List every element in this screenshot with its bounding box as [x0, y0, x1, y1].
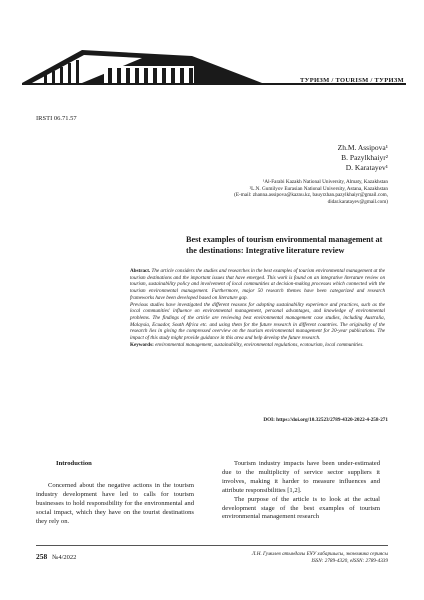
affiliation-line: (E-mail: zhanna.assipova@kaznu.kz, bauyrzhan.pazylkhaiyr@gmail.com,: [234, 192, 388, 198]
affiliation-line: ¹Al-Farabi Kazakh National University, Almaty, Kazakhstan: [262, 179, 388, 185]
keywords-label: Keywords:: [130, 341, 154, 348]
author-name: Zh.M. Assipova¹: [337, 143, 388, 152]
affiliations: [234, 179, 388, 205]
issue-number: №4/2022: [52, 554, 77, 561]
journal-name: Л.Н. Гумилев атындағы ЕҰУ хабаршысы, экономика сериясы: [251, 551, 388, 557]
page-number: 258: [36, 552, 48, 561]
irsti-code: IRSTI 06.71.57: [36, 115, 77, 122]
body-paragraph: Concerned about the negative actions in the tourism industry development have led to calls for tourism businesses to hold responsibility for the environmental and social impact, which they have on the tourist destinations they rely on.: [36, 481, 194, 525]
abstract-para: [130, 268, 385, 302]
journal-building-logo: [22, 42, 262, 102]
keywords-text: environmental management, sustainability, environmental regulations, ecotourism, local communities.: [155, 341, 364, 348]
author-list: [338, 143, 388, 173]
doi-link[interactable]: DOI: https://doi.org/10.32523/2789-4320-2022-4-258-271: [263, 417, 388, 423]
affiliation-line: didar.karatayev@gmail.com): [327, 198, 388, 205]
section-heading: Introduction: [56, 460, 92, 467]
keywords: [130, 342, 385, 349]
right-column: [222, 460, 380, 522]
body-paragraph: Tourism industry impacts have been under-estimated due to the multiplicity of service sector suppliers it involves, making it harder to measure influences and attribute responsibilities [1,2].: [222, 460, 380, 494]
abstract-label: Abstract.: [130, 268, 151, 274]
left-column: [36, 460, 194, 526]
abstract-text: Previous studies have investigated the different reasons for adopting sustainability experience and practices, such as the local communities' influence on environmental management, personal advantages, and knowledge of environmental problems. The findings of the article are reviewing best environmental management case studies, including Australia, Malaysia, Ecuador, South Africa etc. and using them for the future research in different countries. The originality of the research lies in giving the compressed overview on the tourism environmental management for 20-year publications. The impact of this study might provide guidance in this area and help develop the future research.: [130, 301, 385, 342]
body-paragraph: The purpose of the article is to look at the actual development stage of the best examples of tourism environmental management research: [222, 495, 380, 521]
footer-left: [36, 552, 76, 561]
journal-section-tag: ТУРИЗМ / TOURISM / ТУРИЗМ: [300, 77, 404, 84]
affiliation-line: ²L.N. Gumilyov Eurasian National University, Astana, Kazakhstan: [249, 185, 388, 192]
issn: ISSN: 2789-4320, eISSN: 2789-4339: [311, 558, 388, 564]
author-name: B. Pazylkhaiyr²: [341, 153, 388, 162]
footer-right: [252, 551, 388, 565]
abstract-text: The article considers the studies and researches in the best examples of tourism environmental management at the tourism destinations and the important issues that have emerged. This work is found on an integrative literature review on tourism, sustainability policy and involvement of local communities at decision-making processes which connected with the tourism environmental management. Furthermore, major 50 research themes have been categorized and research frameworks have been developed based on literature gap.: [130, 268, 385, 301]
author-name: D. Karatayev¹: [345, 163, 388, 172]
abstract-block: [130, 268, 385, 348]
footer-rule: [36, 545, 388, 546]
paper-title: Best examples of tourism environmental management at the destinations: Integrative literature review: [186, 235, 383, 255]
